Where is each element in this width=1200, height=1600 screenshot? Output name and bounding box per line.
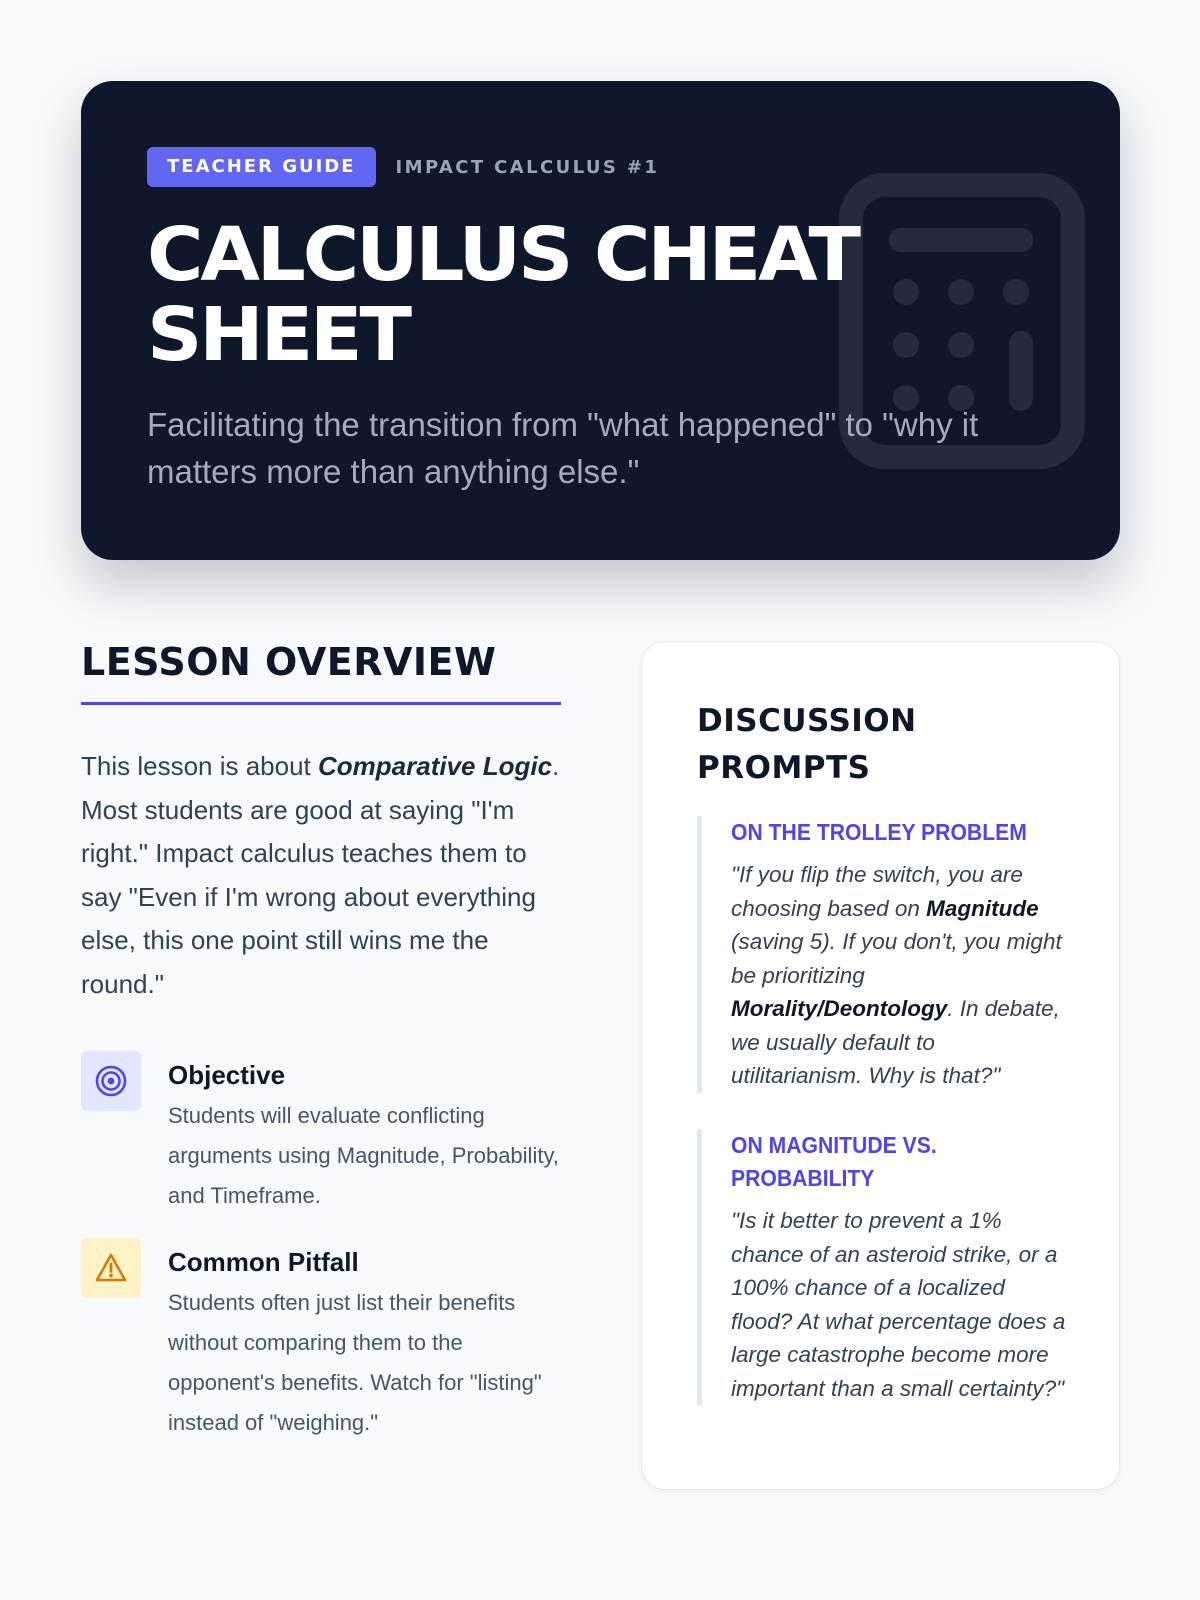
discussion-prompts-card (641, 641, 1120, 1490)
series-label: IMPACT CALCULUS #1 (395, 156, 660, 178)
warning-icon (94, 1251, 128, 1285)
pitfall-icon-box (81, 1238, 141, 1298)
overview-text-end: . Most students are good at saying "I'm right." Impact calculus teaches them to say "Even if I'm wrong about everything else, this one point still wins me the round." (81, 751, 560, 999)
quote-emphasis: Magnitude (926, 895, 1039, 921)
page-title-line-2: SHEET (147, 292, 409, 378)
prompt-magnitude-probability (697, 1129, 1067, 1405)
pitfall-description: Students often just list their benefits without comparing them to the opponent's benefits. Watch for "listing" instead of "weighing." (168, 1290, 542, 1435)
target-icon (94, 1064, 128, 1098)
quote-emphasis: Morality/Deontology (731, 996, 948, 1021)
page-title (147, 212, 937, 378)
objective-item (81, 1051, 561, 1216)
objective-text (168, 1051, 561, 1216)
prompt-quote: "Is it better to prevent a 1% chance of an asteroid strike, or a 100% chance of a localized flood? At what percentage does a large catastrophe become more important than a small certainty?" (731, 1208, 1066, 1401)
prompt-quote (731, 858, 1066, 1093)
quote-text: . In debate, we usually default to utilitarianism. Why is that?" (731, 996, 1060, 1088)
quote-text: (saving 5). If you don't, you might be prioritizing (731, 929, 1062, 988)
teacher-guide-badge: TEACHER GUIDE (147, 147, 376, 187)
page-subtitle: Facilitating the transition from "what happened" to "why it matters more than anything else." (147, 406, 979, 490)
pitfall-title: Common Pitfall (168, 1247, 359, 1277)
pitfall-text (168, 1238, 561, 1443)
objective-icon-box (81, 1051, 141, 1111)
lesson-overview-body (81, 745, 561, 1006)
prompt-trolley (697, 816, 1067, 1093)
hero-banner (81, 81, 1120, 560)
lesson-overview-heading: LESSON OVERVIEW (81, 640, 561, 705)
discussion-prompts-heading: DISCUSSION PROMPTS (697, 703, 917, 786)
quote-text: "If you flip the switch, you are choosing based on (731, 862, 1023, 921)
objective-description: Students will evaluate conflicting arguments using Magnitude, Probability, and Timeframe. (168, 1103, 559, 1208)
page-title-line-1: CALCULUS CHEAT (147, 212, 858, 298)
lesson-overview-section (81, 640, 561, 1435)
prompt-title: ON MAGNITUDE VS. PROBABILITY (731, 1132, 937, 1191)
overview-text-start: This lesson is about (81, 751, 319, 781)
objective-title: Objective (168, 1060, 286, 1090)
overview-emphasis: Comparative Logic (318, 751, 553, 781)
pitfall-item (81, 1238, 561, 1443)
prompt-title: ON THE TROLLEY PROBLEM (731, 819, 1027, 845)
hero-tags (147, 147, 659, 187)
